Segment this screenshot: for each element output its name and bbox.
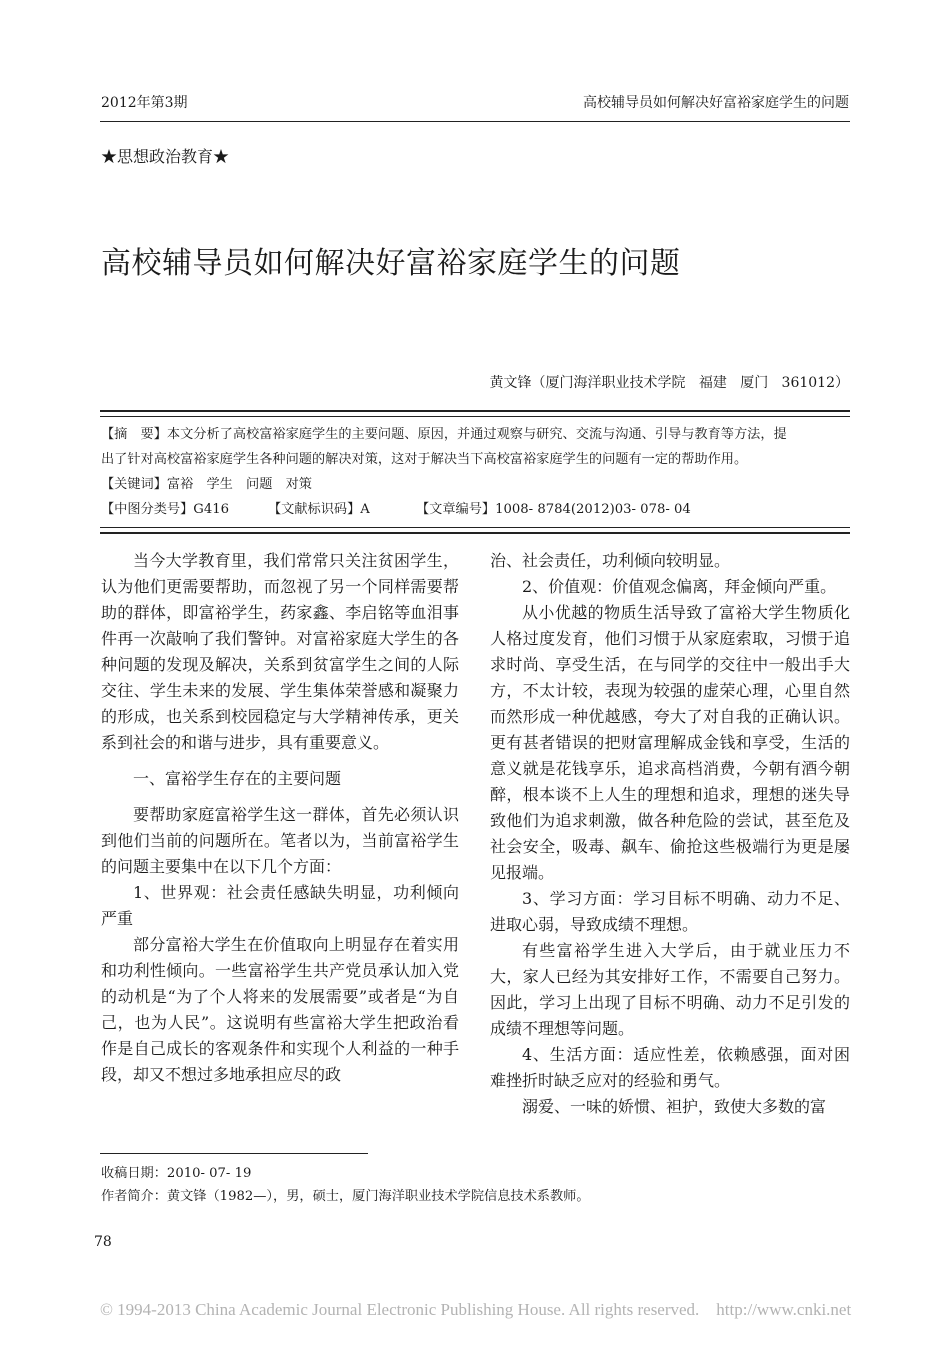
header-divider: [100, 121, 850, 122]
paragraph: 有些富裕学生进入大学后，由于就业压力不大，家人已经为其安排好工作，不需要自己努力。因此，学习上出现了目标不明确、动力不足引发的成绩不理想等问题。: [490, 941, 850, 1038]
abstract-text-line2: 出了针对高校富裕家庭学生各种问题的解决对策，这对于解决当下高校富裕家庭学生的问题有一定的帮助作用。: [101, 452, 748, 467]
footnote-divider: [100, 1153, 368, 1154]
copyright-notice: © 1994-2013 China Academic Journal Electronic Publishing House. All rights reserved. http://www.cnki.net: [100, 1300, 852, 1319]
page-number: 78: [94, 1234, 112, 1250]
subheading: 3、学习方面：学习目标不明确、动力不足、进取心弱，导致成绩不理想。: [490, 889, 850, 934]
abstract-bottom-rule-thin: [100, 527, 850, 528]
journal-issue: 2012年第3期: [101, 95, 188, 111]
paragraph-continued: 治、社会责任，功利倾向较明显。: [490, 551, 731, 570]
running-title: 高校辅导员如何解决好富裕家庭学生的问题: [583, 95, 849, 111]
subheading: 4、生活方面：适应性差，依赖感强，面对困难挫折时缺乏应对的经验和勇气。: [490, 1045, 850, 1090]
body-right-column: [490, 548, 850, 1120]
subheading: 1、世界观：社会责任感缺失明显，功利倾向严重: [101, 883, 459, 928]
document-code: 【文献标识码】A: [268, 502, 370, 517]
classification-number: 【中图分类号】G416: [101, 502, 230, 517]
article-title: 高校辅导员如何解决好富裕家庭学生的问题: [101, 246, 681, 281]
keywords: 【关键词】富裕 学生 问题 对策: [101, 477, 312, 492]
paragraph: 要帮助家庭富裕学生这一群体，首先必须认识到他们当前的问题所在。笔者以为，当前富裕学生的问题主要集中在以下几个方面：: [101, 805, 459, 876]
section-tag: ★思想政治教育★: [101, 147, 230, 166]
abstract-top-rule-thin: [100, 416, 850, 417]
abstract-text-line1: 【摘 要】本文分析了高校富裕家庭学生的主要问题、原因，并通过观察与研究、交流与沟通、引导与教育等方法，提: [101, 427, 787, 442]
article-number: 【文章编号】1008- 8784(2012)03- 078- 04: [416, 502, 691, 517]
body-left-column: [101, 548, 459, 1088]
section-heading: 一、富裕学生存在的主要问题: [133, 769, 342, 788]
paragraph: 从小优越的物质生活导致了富裕大学生物质化人格过度发育，他们习惯于从家庭索取，习惯于追求时尚、享受生活，在与同学的交往中一般出手大方，不太计较，表现为较强的虚荣心理，心里自然而然形成一种优越感，夸大了对自我的正确认识。更有甚者错误的把财富理解成金钱和享受，生活的意义就是花钱享乐，追求高档消费，今朝有酒今朝醉，根本谈不上人生的理想和追求，理想的迷失导致他们为追求刺激，做各种危险的尝试，甚至危及社会安全，吸毒、飙车、偷抢这些极端行为更是屡见报端。: [490, 603, 850, 882]
abstract-top-rule-thick: [100, 410, 850, 412]
paragraph: 溺爱、一味的娇惯、袒护，致使大多数的富: [522, 1097, 827, 1116]
footnote-received-date: 收稿日期：2010- 07- 19: [101, 1166, 252, 1181]
author-affiliation: 黄文锋（厦门海洋职业技术学院 福建 厦门 361012）: [489, 375, 849, 391]
subheading: 2、价值观：价值观念偏离，拜金倾向严重。: [522, 577, 837, 596]
footnote-author-bio: 作者简介：黄文锋（1982—），男，硕士，厦门海洋职业技术学院信息技术系教师。: [101, 1189, 590, 1204]
paragraph: 部分富裕大学生在价值取向上明显存在着实用和功利性倾向。一些富裕学生共产党员承认加入党的动机是“为了个人将来的发展需要”或者是“为自己，也为人民”。这说明有些富裕大学生把政治看作是自己成长的客观条件和实现个人利益的一种手段，却又不想过多地承担应尽的政: [101, 935, 459, 1084]
abstract-bottom-rule-thick: [100, 532, 850, 534]
paragraph: 当今大学教育里，我们常常只关注贫困学生，认为他们更需要帮助，而忽视了另一个同样需要帮助的群体，即富裕学生，药家鑫、李启铭等血泪事件再一次敲响了我们警钟。对富裕家庭大学生的各种问题的发现及解决，关系到贫富学生之间的人际交往、学生未来的发展、学生集体荣誉感和凝聚力的形成，也关系到校园稳定与大学精神传承，更关系到社会的和谐与进步，具有重要意义。: [101, 551, 459, 752]
